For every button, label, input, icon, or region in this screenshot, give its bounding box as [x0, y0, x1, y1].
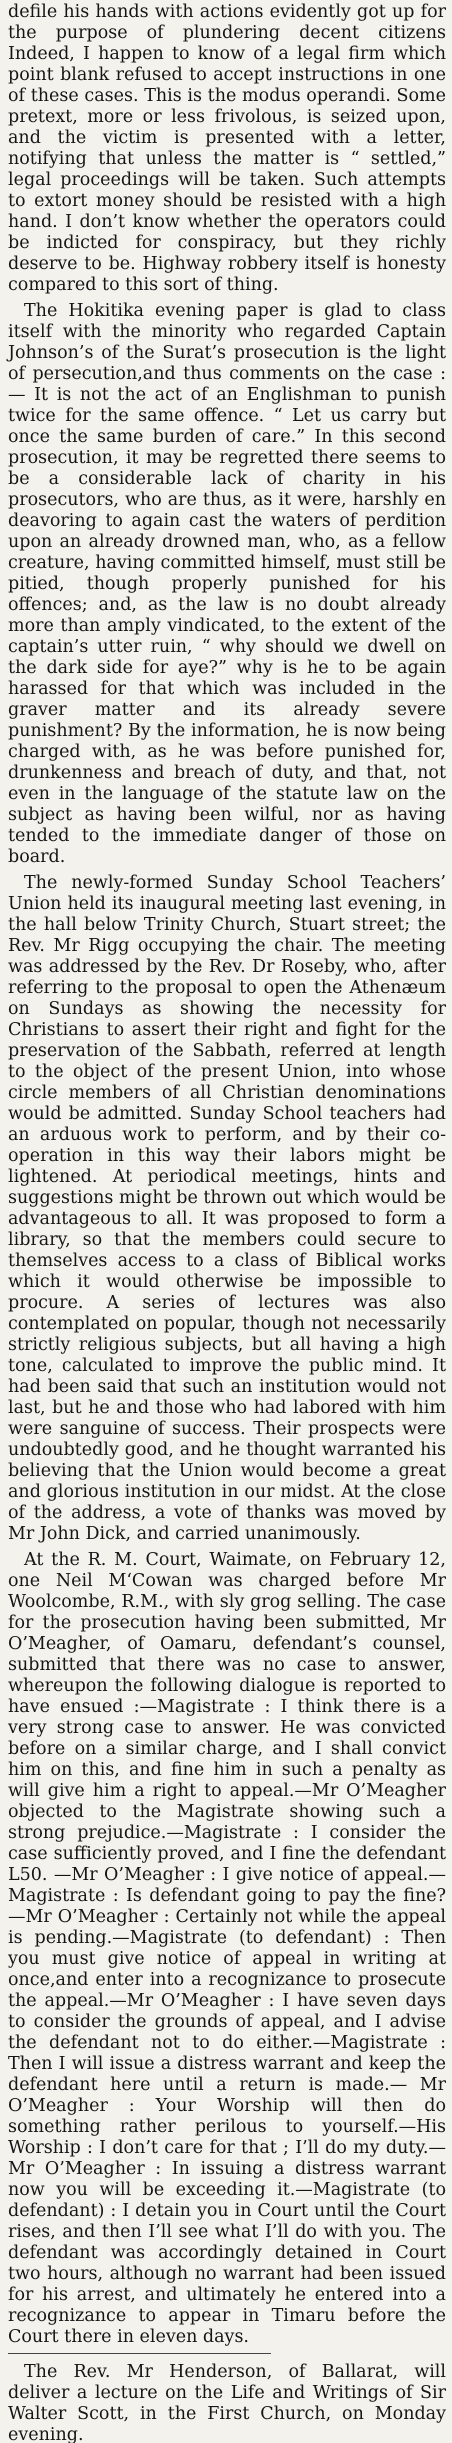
article-paragraph-sunday-school: The newly-formed Sunday School Teachers’ Union held its inaugural meeting last evening, in the hall below Trinity Church, Stuart street; the Rev. Mr Rigg occupying the chair. The meeting was addressed by the Rev. Dr Roseby, who, after referring to the proposal to open the Athenæum on Sundays as showing the necessity for Christians to assert their right and fight for the preservation of the Sabbath, referred at length to the object of the present Union, into whose circle members of all Christian denominations would be admitted. Sunday School teachers had an arduous work to perform, and by their co-operation in this way their labors might be lightened. At periodical meetings, hints and suggestions might be thrown out which would be advantageous to all. It was proposed to form a library, so that the members could secure to themselves access to a class of Biblical works which it would otherwise be impossible to procure. A series of lectures was also contemplated on popular, though not necessarily strictly religious subjects, but all having a high tone, calculated to improve the public mind. It had been said that such an institution would not last, but he and those who had labored with him were sanguine of success. Their prospects were undoubtedly good, and he thought warranted his believing that the Union would become a great and glorious institution in our midst. At the close of the address, a vote of thanks was moved by Mr John Dick, and carried unanimously.	[8, 873, 446, 1544]
article-paragraph-lecture-notice: The Rev. Mr Henderson, of Ballarat, will deliver a lecture on the Life and Writings of Sir Walter Scott, in the First Church, on Monday evening.	[8, 2362, 446, 2443]
article-paragraph-extortion: defile his hands with actions evidently got up for the purpose of plundering decent citizens Indeed, I happen to know of a legal firm which point blank refused to accept instructions in one of these cases. This is the modus operandi. Some pretext, more or less frivolous, is seized upon, and the victim is presented with a letter, notifying that unless the matter is “ settled,” legal proceedings will be taken. Such attempts to extort money should be resisted with a high hand. I don’t know whether the operators could be indicted for conspiracy, but they richly deserve to be. Highway robbery itself is honesty compared to this sort of thing.	[8, 2, 446, 295]
article-paragraph-waimate-court: At the R. M. Court, Waimate, on February 12, one Neil M‘Cowan was charged before Mr Woolcombe, R.M., with sly grog selling. The case for the prosecution having been submitted, Mr O’Meagher, of Oamaru, defendant’s counsel, submitted that there was no case to answer, whereupon the following dialogue is reported to have ensued :—Magistrate : I think there is a very strong case to answer. He was convicted before on a similar charge, and I shall convict him on this, and fine him in such a penalty as will give him a right to appeal.—Mr O’Meagher objected to the Magistrate showing such a strong prejudice.—Magistrate : I consider the case sufficiently proved, and I fine the defendant L50. —Mr O’Meagher : I give notice of appeal.— Magistrate : Is defendant going to pay the fine? —Mr O’Meagher : Certainly not while the appeal is pending.—Magistrate (to defendant) : Then you must give notice of appeal in writing at once,and enter into a recognizance to prosecute the appeal.—Mr O’Meagher : I have seven days to consider the grounds of appeal, and I advise the defendant not to do either.—Magistrate : Then I will issue a distress warrant and keep the defendant here until a return is made.— Mr O’Meagher : Your Worship will then do something rather perilous to yourself.—His Worship : I don’t care for that ; I’ll do my duty.—Mr O’Meagher : In issuing a distress warrant now you will be exceeding it.—Magistrate (to defendant) : I detain you in Court until the Court rises, and then I’ll see what I’ll do with you. The defendant was accordingly detained in Court two hours, although no warrant had been issued for his arrest, and ultimately he entered into a recognizance to appear in Timaru before the Court there in eleven days.	[8, 1550, 446, 2347]
section-divider	[8, 2353, 271, 2354]
article-paragraph-hokitika: The Hokitika evening paper is glad to class itself with the minority who regarded Captain Johnson’s of the Surat’s prosecution is the light of persecution,and thus comments on the case :— It is not the act of an Englishman to punish twice for the same offence. “ Let us carry but once the same burden of care.” In this second prosecution, it may be regretted there seems to be a considerable lack of charity in his prosecutors, who are thus, as it were, harshly en deavoring to again cast the waters of perdition upon an already drowned man, who, as a fellow creature, having committed himself, must still be pitied, though properly punished for his offences; and, as the law is no doubt already more than amply vindicated, to the extent of the captain’s utter ruin, “ why should we dwell on the dark side for aye?” why is he to be again harassed for that which was included in the graver matter and its already severe punishment? By the information, he is now being charged with, as he was before punished for, drunkenness and breach of duty, and that, not even in the language of the statute law on the subject as having been wilful, nor as having tended to the immediate danger of those on board.	[8, 301, 446, 867]
